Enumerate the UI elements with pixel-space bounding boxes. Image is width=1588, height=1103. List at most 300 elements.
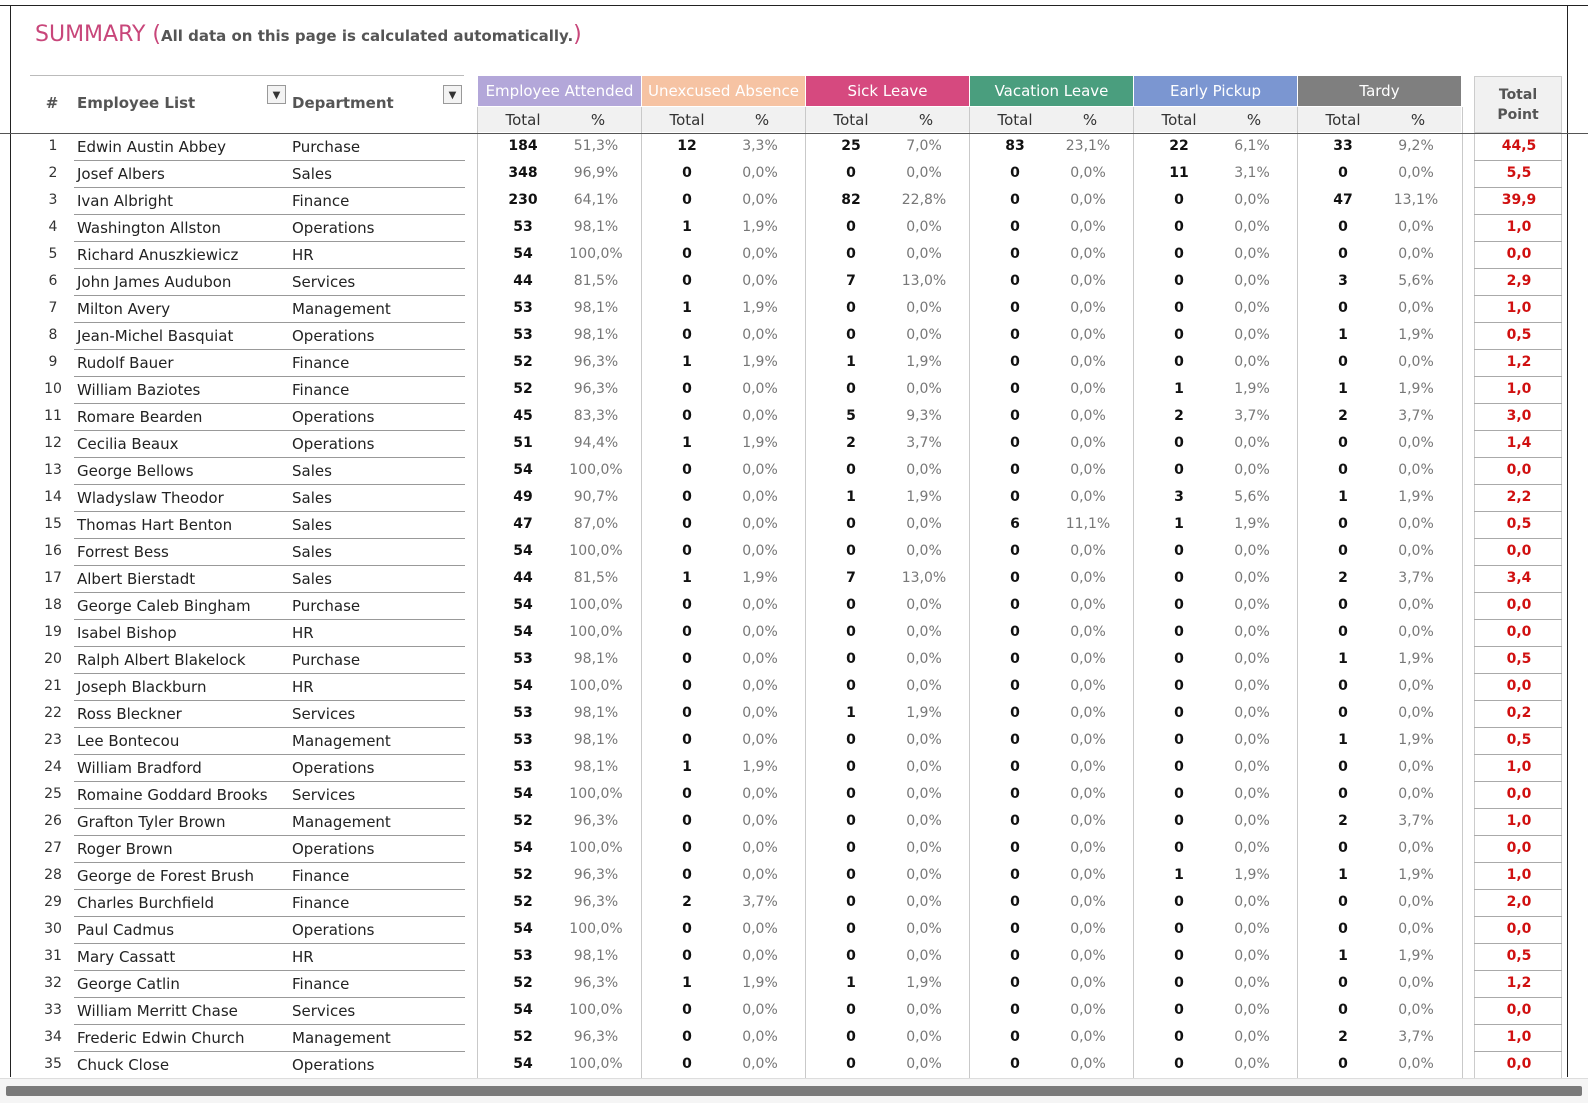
employee-attended-total: 53 [513, 705, 533, 721]
employee-attended-percent: 96,3% [573, 867, 619, 883]
unexcused-absence-total: 0 [682, 381, 692, 397]
table-row[interactable] [0, 566, 1588, 593]
row-number: 19 [44, 624, 62, 640]
department-name: Operations [292, 921, 375, 939]
vacation-leave-percent: 0,0% [1070, 408, 1106, 424]
employee-attended-total: 54 [513, 597, 533, 613]
table-row[interactable] [0, 323, 1588, 350]
early-pickup-percent: 0,0% [1234, 246, 1270, 262]
total-point-value: 2,0 [1506, 894, 1532, 910]
employee-attended-total: 54 [513, 1056, 533, 1072]
sick-leave-total: 0 [846, 948, 856, 964]
unexcused-absence-percent: 3,3% [742, 138, 778, 154]
early-pickup-total: 0 [1174, 246, 1184, 262]
vacation-leave-percent: 0,0% [1070, 327, 1106, 343]
tardy-percent: 1,9% [1398, 867, 1434, 883]
unexcused-absence-total: 0 [682, 408, 692, 424]
employee-attended-percent: 100,0% [569, 1002, 623, 1018]
early-pickup-total: 11 [1169, 165, 1189, 181]
sick-leave-percent: 0,0% [906, 786, 942, 802]
vacation-leave-total: 0 [1010, 624, 1020, 640]
tardy-total: 1 [1338, 651, 1348, 667]
table-row[interactable] [0, 755, 1588, 782]
unexcused-absence-total: 0 [682, 732, 692, 748]
employee-attended-percent: 64,1% [573, 192, 619, 208]
sick-leave-percent: 0,0% [906, 894, 942, 910]
unexcused-absence-total: 0 [682, 192, 692, 208]
employee-name: William Baziotes [77, 381, 201, 399]
group-header-early-pickup: Early Pickup [1134, 76, 1297, 106]
tardy-total: 0 [1338, 462, 1348, 478]
tardy-percent: 0,0% [1398, 678, 1434, 694]
sick-leave-total: 0 [846, 516, 856, 532]
group-header-employee-attended: Employee Attended [478, 76, 641, 106]
unexcused-absence-total: 1 [682, 759, 692, 775]
row-number: 29 [44, 894, 62, 910]
unexcused-absence-percent: 0,0% [742, 840, 778, 856]
table-row[interactable] [0, 647, 1588, 674]
unexcused-absence-total: 1 [682, 300, 692, 316]
table-row[interactable] [0, 809, 1588, 836]
title-main: SUMMARY [35, 22, 146, 47]
employee-name: Frederic Edwin Church [77, 1029, 245, 1047]
tardy-total: 1 [1338, 327, 1348, 343]
unexcused-absence-percent: 0,0% [742, 408, 778, 424]
early-pickup-total: 0 [1174, 705, 1184, 721]
sick-leave-percent: 13,0% [901, 570, 947, 586]
tardy-total: 1 [1338, 489, 1348, 505]
department-name: Finance [292, 381, 350, 399]
total-point-value: 0,5 [1506, 948, 1532, 964]
employee-attended-percent: 96,3% [573, 381, 619, 397]
table-row[interactable] [0, 728, 1588, 755]
early-pickup-percent: 0,0% [1234, 624, 1270, 640]
tardy-percent: 0,0% [1398, 705, 1434, 721]
table-row[interactable] [0, 188, 1588, 215]
total-point-value: 2,9 [1506, 273, 1532, 289]
sick-leave-percent: 9,3% [906, 408, 942, 424]
early-pickup-percent: 0,0% [1234, 462, 1270, 478]
employee-attended-total: 54 [513, 786, 533, 802]
early-pickup-percent: 0,0% [1234, 1029, 1270, 1045]
employee-name: Charles Burchfield [77, 894, 215, 912]
sick-leave-percent: 0,0% [906, 462, 942, 478]
early-pickup-percent: 0,0% [1234, 705, 1270, 721]
employee-attended-total: 52 [513, 354, 533, 370]
unexcused-absence-total: 0 [682, 867, 692, 883]
early-pickup-total: 0 [1174, 273, 1184, 289]
tardy-total: 0 [1338, 300, 1348, 316]
unexcused-absence-total: 0 [682, 1002, 692, 1018]
employee-name: Thomas Hart Benton [77, 516, 233, 534]
sick-leave-percent: 0,0% [906, 813, 942, 829]
table-row[interactable] [0, 134, 1588, 161]
row-number: 11 [44, 408, 62, 424]
unexcused-absence-percent: 1,9% [742, 219, 778, 235]
unexcused-absence-total: 0 [682, 1056, 692, 1072]
subheader-early-pickup [1134, 107, 1297, 132]
row-number: 31 [44, 948, 62, 964]
table-row[interactable] [0, 161, 1588, 188]
vacation-leave-percent: 0,0% [1070, 381, 1106, 397]
unexcused-absence-total: 2 [682, 894, 692, 910]
total-point-value: 0,5 [1506, 516, 1532, 532]
sick-leave-percent: 0,0% [906, 651, 942, 667]
department-name: Operations [292, 1056, 375, 1074]
employee-attended-total: 348 [508, 165, 538, 181]
employee-attended-total: 44 [513, 273, 533, 289]
vacation-leave-percent: 0,0% [1070, 570, 1106, 586]
early-pickup-total: 0 [1174, 975, 1184, 991]
early-pickup-total: 1 [1174, 867, 1184, 883]
tardy-total: 0 [1338, 840, 1348, 856]
table-row[interactable] [0, 350, 1588, 377]
employee-name: Ralph Albert Blakelock [77, 651, 246, 669]
employee-attended-percent: 100,0% [569, 543, 623, 559]
early-pickup-percent: 3,7% [1234, 408, 1270, 424]
unexcused-absence-percent: 0,0% [742, 462, 778, 478]
early-pickup-percent: 0,0% [1234, 948, 1270, 964]
unexcused-absence-total: 0 [682, 597, 692, 613]
department-name: Purchase [292, 138, 361, 156]
vacation-leave-total: 0 [1010, 300, 1020, 316]
department-name: Operations [292, 759, 375, 777]
early-pickup-percent: 0,0% [1234, 543, 1270, 559]
total-point-value: 1,0 [1506, 1029, 1532, 1045]
total-point-value: 1,4 [1506, 435, 1532, 451]
subheader-total: Total [505, 111, 541, 129]
department-name: Services [292, 786, 356, 804]
department-name: HR [292, 678, 314, 696]
row-number: 16 [44, 543, 62, 559]
sick-leave-total: 0 [846, 246, 856, 262]
employee-attended-total: 52 [513, 867, 533, 883]
col-header-employee-list: Employee List [77, 94, 196, 112]
sick-leave-total: 5 [846, 408, 856, 424]
employee-attended-total: 54 [513, 624, 533, 640]
table-row[interactable] [0, 863, 1588, 890]
sick-leave-percent: 0,0% [906, 1002, 942, 1018]
early-pickup-percent: 1,9% [1234, 867, 1270, 883]
vacation-leave-percent: 0,0% [1070, 597, 1106, 613]
sick-leave-total: 0 [846, 543, 856, 559]
sick-leave-percent: 0,0% [906, 759, 942, 775]
col-header-department: Department [292, 94, 394, 112]
tardy-total: 0 [1338, 624, 1348, 640]
early-pickup-total: 0 [1174, 840, 1184, 856]
early-pickup-percent: 0,0% [1234, 1002, 1270, 1018]
employee-attended-total: 47 [513, 516, 533, 532]
table-row[interactable] [0, 296, 1588, 323]
table-row[interactable] [0, 917, 1588, 944]
unexcused-absence-total: 0 [682, 813, 692, 829]
sick-leave-percent: 0,0% [906, 516, 942, 532]
department-name: Operations [292, 840, 375, 858]
subheader-percent: % [1246, 111, 1262, 129]
table-row[interactable] [0, 215, 1588, 242]
tardy-percent: 5,6% [1398, 273, 1434, 289]
early-pickup-percent: 0,0% [1234, 273, 1270, 289]
unexcused-absence-percent: 0,0% [742, 543, 778, 559]
sick-leave-total: 0 [846, 327, 856, 343]
tardy-total: 0 [1338, 597, 1348, 613]
table-row[interactable] [0, 431, 1588, 458]
vacation-leave-percent: 0,0% [1070, 1029, 1106, 1045]
employee-attended-total: 45 [513, 408, 533, 424]
unexcused-absence-percent: 0,0% [742, 651, 778, 667]
total-point-value: 3,0 [1506, 408, 1532, 424]
table-row[interactable] [0, 593, 1588, 620]
table-row[interactable] [0, 890, 1588, 917]
vacation-leave-total: 0 [1010, 678, 1020, 694]
early-pickup-percent: 0,0% [1234, 597, 1270, 613]
early-pickup-total: 0 [1174, 1002, 1184, 1018]
vacation-leave-percent: 0,0% [1070, 624, 1106, 640]
employee-attended-percent: 81,5% [573, 273, 619, 289]
tardy-percent: 0,0% [1398, 624, 1434, 640]
early-pickup-percent: 1,9% [1234, 381, 1270, 397]
unexcused-absence-total: 12 [677, 138, 697, 154]
sick-leave-total: 0 [846, 921, 856, 937]
tardy-total: 2 [1338, 1029, 1348, 1045]
employee-name: Chuck Close [77, 1056, 170, 1074]
header-top-line [30, 75, 464, 76]
early-pickup-percent: 0,0% [1234, 975, 1270, 991]
unexcused-absence-percent: 0,0% [742, 381, 778, 397]
vacation-leave-total: 0 [1010, 273, 1020, 289]
row-number: 12 [44, 435, 62, 451]
employee-name: George Catlin [77, 975, 180, 993]
tardy-percent: 1,9% [1398, 381, 1434, 397]
title-paren-close: ) [573, 22, 582, 47]
total-point-value: 0,5 [1506, 732, 1532, 748]
tardy-percent: 9,2% [1398, 138, 1434, 154]
employee-name: George Caleb Bingham [77, 597, 251, 615]
vacation-leave-percent: 0,0% [1070, 165, 1106, 181]
vacation-leave-percent: 0,0% [1070, 246, 1106, 262]
table-row[interactable] [0, 485, 1588, 512]
department-name: Sales [292, 543, 332, 561]
early-pickup-percent: 0,0% [1234, 651, 1270, 667]
title-subtitle: All data on this page is calculated automatically. [161, 27, 574, 45]
employee-attended-total: 54 [513, 246, 533, 262]
total-point-value: 39,9 [1501, 192, 1537, 208]
early-pickup-total: 0 [1174, 435, 1184, 451]
department-name: Sales [292, 516, 332, 534]
table-row[interactable] [0, 404, 1588, 431]
sick-leave-total: 2 [846, 435, 856, 451]
vacation-leave-total: 0 [1010, 165, 1020, 181]
employee-name: George de Forest Brush [77, 867, 255, 885]
employee-name: Edwin Austin Abbey [77, 138, 227, 156]
total-point-value: 0,0 [1506, 840, 1532, 856]
early-pickup-total: 0 [1174, 462, 1184, 478]
page-title [35, 22, 582, 47]
employee-attended-total: 44 [513, 570, 533, 586]
table-row[interactable] [0, 242, 1588, 269]
row-number: 18 [44, 597, 62, 613]
vacation-leave-total: 0 [1010, 543, 1020, 559]
employee-name: Rudolf Bauer [77, 354, 174, 372]
table-row[interactable] [0, 998, 1588, 1025]
row-number: 22 [44, 705, 62, 721]
tardy-percent: 3,7% [1398, 1029, 1434, 1045]
row-number: 7 [48, 300, 58, 316]
table-row[interactable] [0, 1052, 1588, 1079]
table-row[interactable] [0, 836, 1588, 863]
vacation-leave-percent: 0,0% [1070, 894, 1106, 910]
department-name: Finance [292, 975, 350, 993]
table-row[interactable] [0, 782, 1588, 809]
table-row[interactable] [0, 1025, 1588, 1052]
row-number: 21 [44, 678, 62, 694]
tardy-total: 0 [1338, 921, 1348, 937]
vacation-leave-total: 0 [1010, 435, 1020, 451]
early-pickup-total: 0 [1174, 624, 1184, 640]
early-pickup-percent: 0,0% [1234, 786, 1270, 802]
tardy-percent: 0,0% [1398, 1056, 1434, 1072]
row-number: 10 [44, 381, 62, 397]
early-pickup-percent: 0,0% [1234, 327, 1270, 343]
vacation-leave-percent: 0,0% [1070, 867, 1106, 883]
early-pickup-percent: 5,6% [1234, 489, 1270, 505]
employee-attended-total: 53 [513, 327, 533, 343]
early-pickup-total: 0 [1174, 570, 1184, 586]
sick-leave-total: 0 [846, 786, 856, 802]
unexcused-absence-percent: 0,0% [742, 786, 778, 802]
tardy-percent: 0,0% [1398, 759, 1434, 775]
employee-filter-dropdown-icon[interactable]: ▼ [267, 85, 286, 104]
tardy-total: 0 [1338, 1002, 1348, 1018]
horizontal-scrollbar-thumb[interactable] [6, 1086, 1582, 1096]
department-name: Services [292, 1002, 356, 1020]
vacation-leave-percent: 0,0% [1070, 1056, 1106, 1072]
vacation-leave-total: 0 [1010, 732, 1020, 748]
table-row[interactable] [0, 674, 1588, 701]
vacation-leave-total: 0 [1010, 462, 1020, 478]
total-point-value: 5,5 [1506, 165, 1532, 181]
unexcused-absence-percent: 1,9% [742, 300, 778, 316]
vacation-leave-total: 0 [1010, 948, 1020, 964]
subheader-percent: % [590, 111, 606, 129]
early-pickup-percent: 0,0% [1234, 354, 1270, 370]
table-row[interactable] [0, 944, 1588, 971]
tardy-percent: 0,0% [1398, 840, 1434, 856]
sick-leave-percent: 0,0% [906, 921, 942, 937]
sick-leave-total: 82 [841, 192, 861, 208]
row-number: 14 [44, 489, 62, 505]
total-point-line1: Total [1498, 87, 1538, 103]
tardy-total: 0 [1338, 759, 1348, 775]
early-pickup-percent: 0,0% [1234, 759, 1270, 775]
sick-leave-total: 7 [846, 273, 856, 289]
employee-attended-percent: 90,7% [573, 489, 619, 505]
employee-attended-percent: 96,3% [573, 813, 619, 829]
employee-attended-percent: 100,0% [569, 462, 623, 478]
tardy-total: 0 [1338, 543, 1348, 559]
sick-leave-total: 0 [846, 597, 856, 613]
table-row[interactable] [0, 971, 1588, 998]
unexcused-absence-percent: 1,9% [742, 759, 778, 775]
employee-attended-percent: 98,1% [573, 705, 619, 721]
row-number: 26 [44, 813, 62, 829]
vacation-leave-percent: 0,0% [1070, 300, 1106, 316]
early-pickup-percent: 0,0% [1234, 570, 1270, 586]
vacation-leave-percent: 0,0% [1070, 759, 1106, 775]
sick-leave-total: 1 [846, 705, 856, 721]
table-row[interactable] [0, 620, 1588, 647]
sick-leave-percent: 0,0% [906, 219, 942, 235]
unexcused-absence-percent: 0,0% [742, 516, 778, 532]
tardy-percent: 3,7% [1398, 570, 1434, 586]
table-row[interactable] [0, 377, 1588, 404]
total-point-value: 1,0 [1506, 867, 1532, 883]
total-point-value: 0,0 [1506, 678, 1532, 694]
total-point-value: 1,0 [1506, 813, 1532, 829]
subheader-unexcused-absence [642, 107, 805, 132]
unexcused-absence-percent: 0,0% [742, 948, 778, 964]
sick-leave-percent: 3,7% [906, 435, 942, 451]
employee-attended-total: 53 [513, 219, 533, 235]
employee-attended-total: 184 [508, 138, 538, 154]
table-row[interactable] [0, 269, 1588, 296]
department-name: Management [292, 1029, 391, 1047]
total-point-value: 1,0 [1506, 759, 1532, 775]
early-pickup-percent: 0,0% [1234, 813, 1270, 829]
vacation-leave-percent: 0,0% [1070, 543, 1106, 559]
vacation-leave-total: 0 [1010, 597, 1020, 613]
unexcused-absence-total: 0 [682, 678, 692, 694]
vacation-leave-percent: 0,0% [1070, 813, 1106, 829]
employee-attended-total: 52 [513, 1029, 533, 1045]
tardy-percent: 0,0% [1398, 354, 1434, 370]
table-row[interactable] [0, 539, 1588, 566]
employee-attended-total: 52 [513, 894, 533, 910]
table-row[interactable] [0, 458, 1588, 485]
row-number: 1 [48, 138, 58, 154]
employee-attended-total: 53 [513, 732, 533, 748]
department-filter-dropdown-icon[interactable]: ▼ [443, 85, 462, 104]
sick-leave-percent: 1,9% [906, 975, 942, 991]
table-row[interactable] [0, 701, 1588, 728]
department-name: Sales [292, 570, 332, 588]
sick-leave-percent: 0,0% [906, 948, 942, 964]
row-number: 3 [48, 192, 58, 208]
unexcused-absence-total: 1 [682, 435, 692, 451]
employee-attended-percent: 98,1% [573, 327, 619, 343]
sick-leave-percent: 1,9% [906, 354, 942, 370]
department-name: Sales [292, 165, 332, 183]
sick-leave-percent: 0,0% [906, 300, 942, 316]
table-row[interactable] [0, 512, 1588, 539]
early-pickup-percent: 0,0% [1234, 435, 1270, 451]
employee-attended-total: 54 [513, 678, 533, 694]
subheader-total: Total [1161, 111, 1197, 129]
vacation-leave-total: 0 [1010, 921, 1020, 937]
unexcused-absence-percent: 0,0% [742, 678, 778, 694]
group-header-vacation-leave: Vacation Leave [970, 76, 1133, 106]
vacation-leave-total: 0 [1010, 1029, 1020, 1045]
sick-leave-percent: 7,0% [906, 138, 942, 154]
subheader-total: Total [997, 111, 1033, 129]
employee-name: Jean-Michel Basquiat [77, 327, 234, 345]
sick-leave-percent: 13,0% [901, 273, 947, 289]
employee-attended-total: 54 [513, 543, 533, 559]
sick-leave-percent: 0,0% [906, 840, 942, 856]
early-pickup-percent: 0,0% [1234, 921, 1270, 937]
employee-attended-total: 230 [508, 192, 538, 208]
employee-attended-percent: 100,0% [569, 678, 623, 694]
